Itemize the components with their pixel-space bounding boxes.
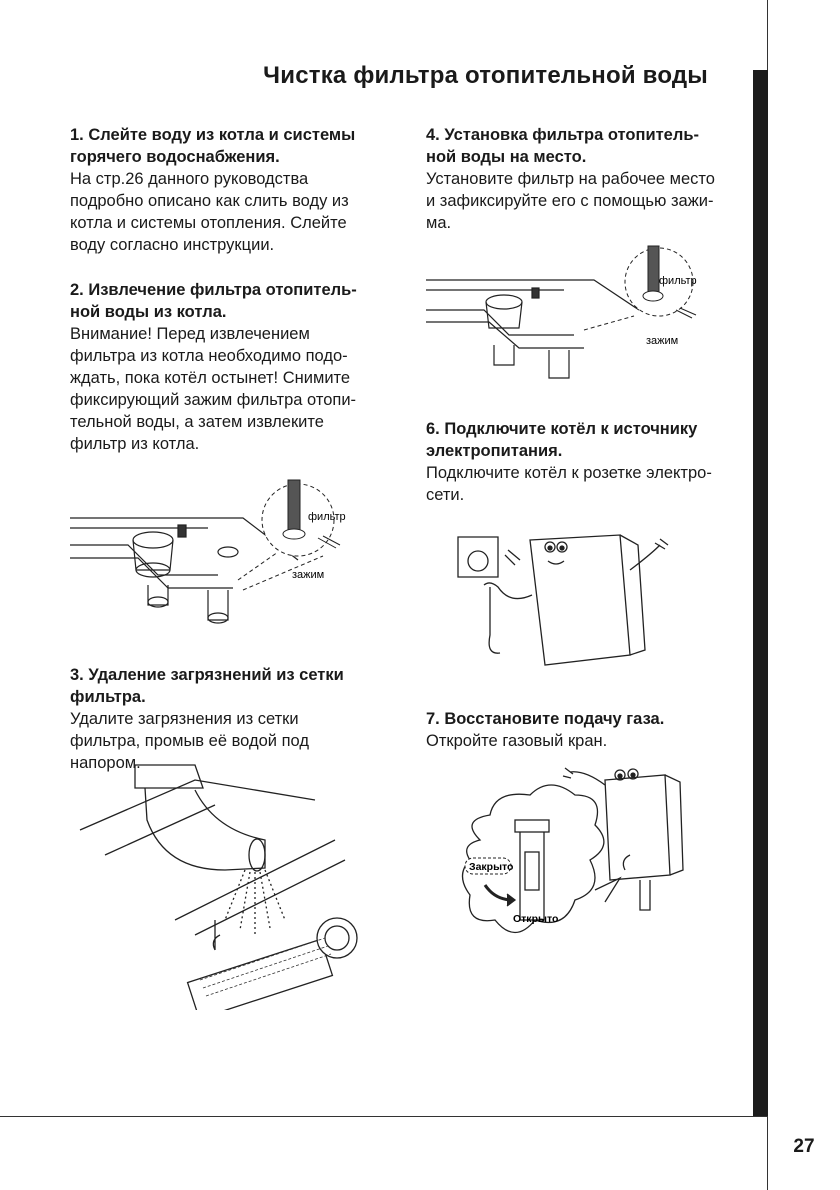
- step-6-heading: 6. Подключите котёл к источнику электропитания.: [426, 420, 698, 460]
- page-title: Чистка фильтра отопительной воды: [263, 62, 708, 89]
- step-1-text: На стр.26 данного руководства подробно описано как слить воду из котла и системы отопления. Слейте воду согласно инструкции.: [70, 170, 349, 254]
- filter-install-illustration: [424, 240, 724, 390]
- clamp-label-2: зажим: [646, 335, 679, 347]
- step-3-text: Удалите загрязнения из сетки фильтра, промыв её водой под напором.: [70, 710, 309, 772]
- step-2: [70, 279, 365, 455]
- gas-valve-illustration: [455, 760, 695, 960]
- step-3-heading: 3. Удаление загрязнений из сетки фильтра.: [70, 666, 344, 706]
- page-number: 27: [793, 1136, 815, 1157]
- open-label: Открыто: [513, 913, 559, 925]
- faucet-washing-illustration: [75, 760, 375, 1010]
- step-4-heading: 4. Установка фильтра отопитель-ной воды на место.: [426, 126, 699, 166]
- step-7-heading: 7. Восстановите подачу газа.: [426, 710, 665, 728]
- closed-label: Закрыто: [469, 861, 514, 873]
- power-connection-illustration: [450, 525, 680, 675]
- step-4: [426, 124, 721, 234]
- step-7-text: Откройте газовый кран.: [426, 732, 608, 750]
- step-4-text: Установите фильтр на рабочее место и зафиксируйте его с помощью зажи-ма.: [426, 170, 715, 232]
- filter-removal-illustration: [68, 470, 368, 640]
- step-6: [426, 418, 721, 506]
- step-2-text: Внимание! Перед извлечением фильтра из котла необходимо подо-ждать, пока котёл остынет! Снимите фиксирующий зажим фильтра отопи-тельной воды, а затем извлеките фильтр из котла.: [70, 325, 357, 453]
- clamp-label: зажим: [292, 569, 325, 581]
- step-3: [70, 664, 365, 774]
- step-1: [70, 124, 365, 256]
- step-2-heading: 2. Извлечение фильтра отопитель-ной воды из котла.: [70, 281, 357, 321]
- filter-label: фильтр: [308, 511, 346, 523]
- footer-line: [0, 1116, 768, 1117]
- side-bar: [753, 70, 768, 1116]
- step-1-heading: 1. Слейте воду из котла и системы горячего водоснабжения.: [70, 126, 356, 166]
- filter-label-2: фильтр: [659, 275, 697, 287]
- step-7: [426, 708, 721, 752]
- step-6-text: Подключите котёл к розетке электро-сети.: [426, 464, 712, 504]
